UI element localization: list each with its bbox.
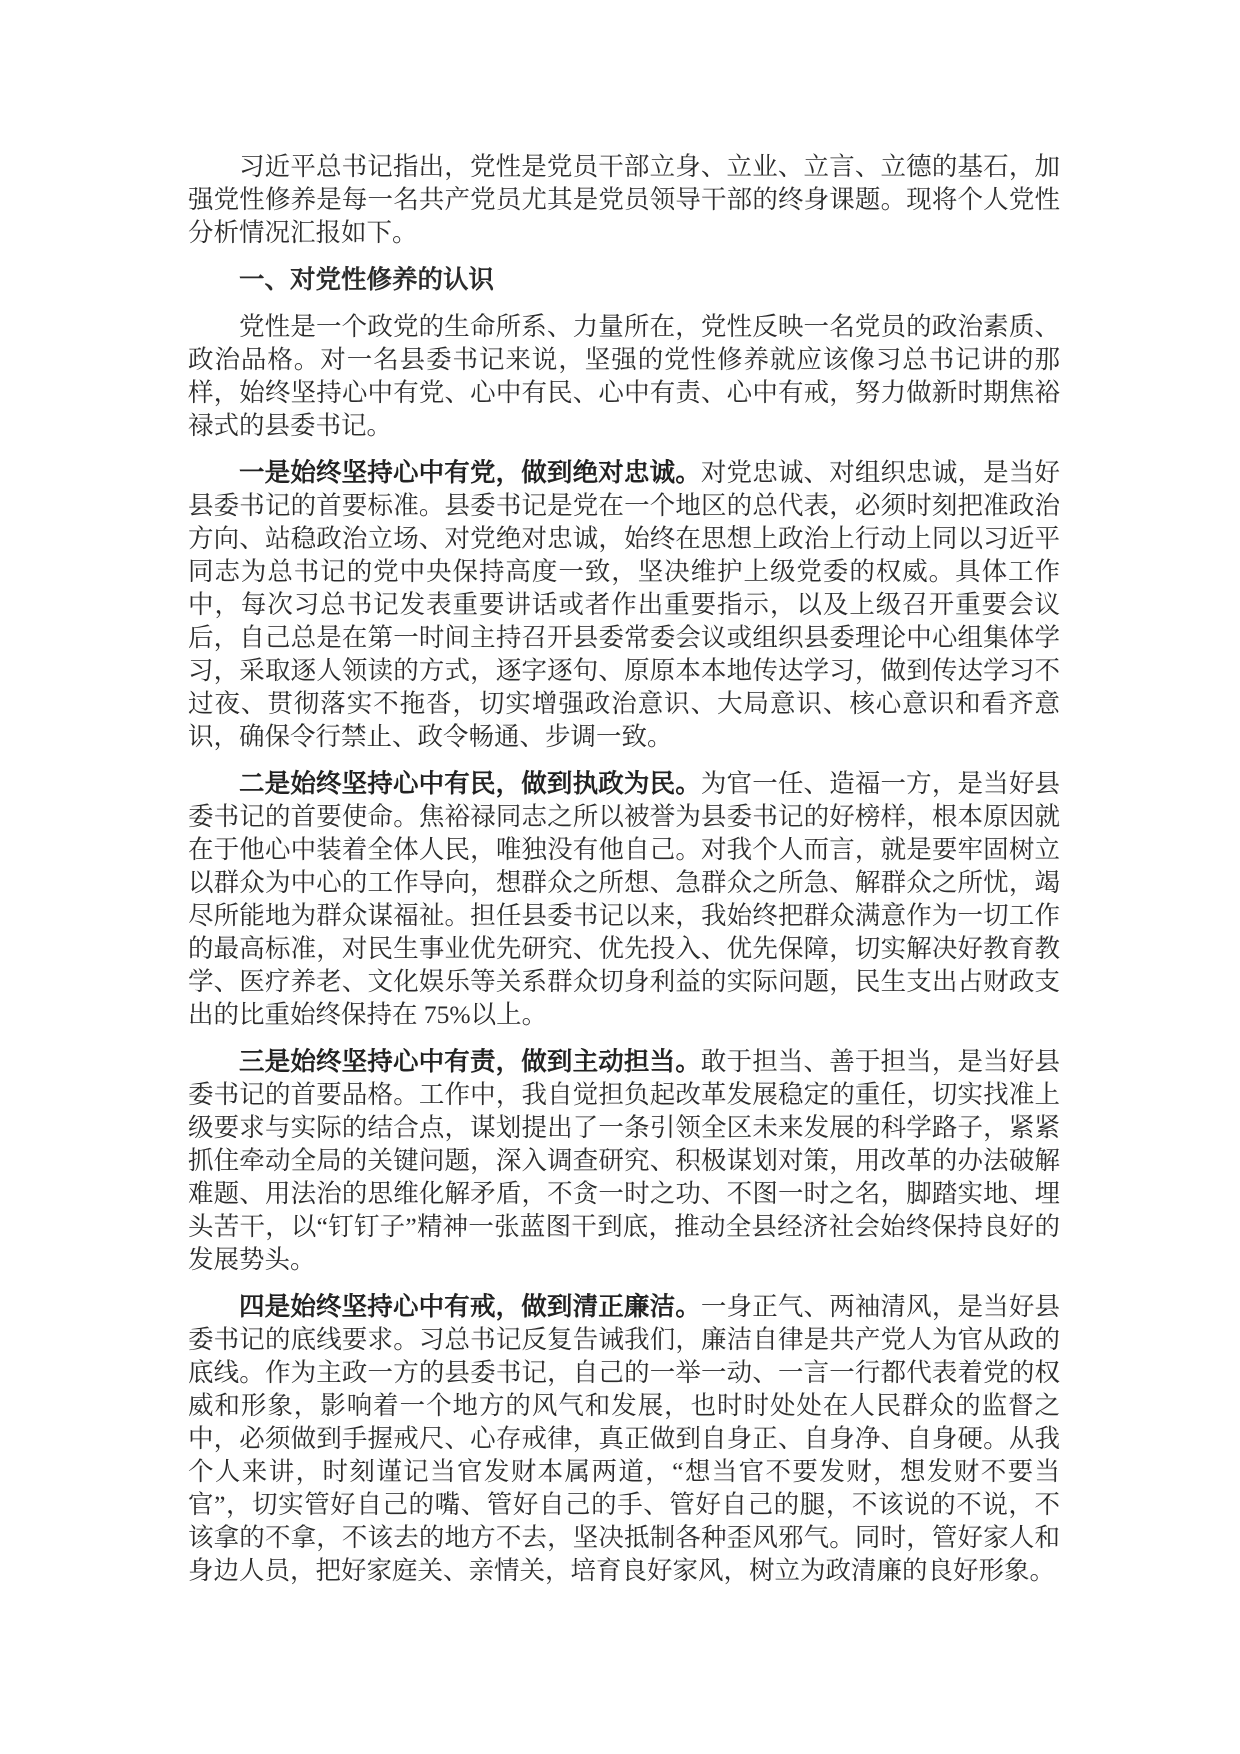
point-lead: 一是始终坚持心中有党，做到绝对忠诚。 [239, 458, 701, 487]
point-body: 敢于担当、善于担当，是当好县委书记的首要品格。工作中，我自觉担负起改革发展稳定的重任，切实找准上级要求与实际的结合点，谋划提出了一条引领全区未来发展的科学路子，紧紧抓住牵动全局的关键问题，深入调查研究、积极谋划对策，用改革的办法破解难题、用法治的思维化解矛盾，不贪一时之功、不图一时之名，脚踏实地、埋头苦干，以“钉钉子”精神一张蓝图干到底，推动全县经济社会始终保持良好的发展势头。 [188, 1047, 1060, 1274]
section-intro-paragraph: 党性是一个政党的生命所系、力量所在，党性反映一名党员的政治素质、政治品格。对一名县委书记来说，坚强的党性修养就应该像习总书记讲的那样，始终坚持心中有党、心中有民、心中有责、心中有戒，努力做新时期焦裕禄式的县委书记。 [188, 312, 1060, 440]
point-body: 为官一任、造福一方，是当好县委书记的首要使命。焦裕禄同志之所以被誉为县委书记的好榜样，根本原因就在于他心中装着全体人民，唯独没有他自己。对我个人而言，就是要牢固树立以群众为中心的工作导向，想群众之所想、急群众之所急、解群众之所忧，竭尽所能地为群众谋福祉。担任县委书记以来，我始终把群众满意作为一切工作的最高标准，对民生事业优先研究、优先投入、优先保障，切实解决好教育教学、医疗养老、文化娱乐等关系群众切身利益的实际问题，民生支出占财政支出的比重始终保持在 75%以上。 [188, 769, 1060, 1029]
intro-paragraph: 习近平总书记指出，党性是党员干部立身、立业、立言、立德的基石，加强党性修养是每一名共产党员尤其是党员领导干部的终身课题。现将个人党性分析情况汇报如下。 [188, 152, 1060, 247]
point-lead: 二是始终坚持心中有民，做到执政为民。 [239, 769, 701, 798]
point-paragraph-1 [188, 456, 1060, 753]
point-paragraph-2 [188, 767, 1060, 1031]
document-page [188, 150, 1060, 1601]
section-heading: 一、对党性修养的认识 [239, 265, 495, 294]
point-body: 对党忠诚、对组织忠诚，是当好县委书记的首要标准。县委书记是党在一个地区的总代表，必须时刻把准政治方向、站稳政治立场、对党绝对忠诚，始终在思想上政治上行动上同以习近平同志为总书记的党中央保持高度一致，坚决维护上级党委的权威。具体工作中，每次习总书记发表重要讲话或者作出重要指示，以及上级召开重要会议后，自己总是在第一时间主持召开县委常委会议或组织县委理论中心组集体学习，采取逐人领读的方式，逐字逐句、原原本本地传达学习，做到传达学习不过夜、贯彻落实不拖沓，切实增强政治意识、大局意识、核心意识和看齐意识，确保令行禁止、政令畅通、步调一致。 [188, 458, 1060, 751]
point-lead: 三是始终坚持心中有责，做到主动担当。 [239, 1047, 701, 1076]
point-lead: 四是始终坚持心中有戒，做到清正廉洁。 [239, 1292, 701, 1321]
point-paragraph-3 [188, 1045, 1060, 1276]
point-body: 一身正气、两袖清风，是当好县委书记的底线要求。习总书记反复告诫我们，廉洁自律是共产党人为官从政的底线。作为主政一方的县委书记，自己的一举一动、一言一行都代表着党的权威和形象，影响着一个地方的风气和发展，也时时处处在人民群众的监督之中，必须做到手握戒尺、心存戒律，真正做到自身正、自身净、自身硬。从我个人来讲，时刻谨记当官发财本属两道，“想当官不要发财，想发财不要当官”，切实管好自己的嘴、管好自己的手、管好自己的腿，不该说的不说，不该拿的不拿，不该去的地方不去，坚决抵制各种歪风邪气。同时，管好家人和身边人员，把好家庭关、亲情关，培育良好家风，树立为政清廉的良好形象。 [188, 1292, 1060, 1585]
point-paragraph-4 [188, 1290, 1060, 1587]
